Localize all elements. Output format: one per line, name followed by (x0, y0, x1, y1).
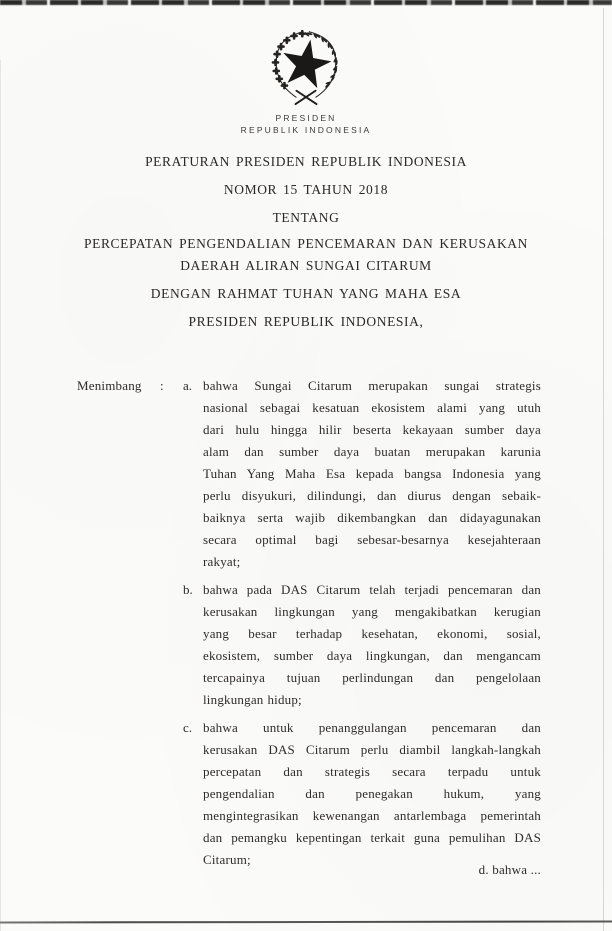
recital-letter: b. (183, 582, 193, 597)
tentang-label: TENTANG (272, 210, 340, 225)
recital-paragraph (203, 579, 541, 711)
letterhead-line1: PRESIDEN (275, 113, 337, 123)
recital-line: Citarum; (203, 852, 251, 867)
recital-line: percepatan dan strategis secara terpadu untuk (203, 764, 541, 779)
recital-line: baiknya serta wajib dikembangkan dan didayagunakan (203, 510, 541, 525)
issuing-authority-line: PRESIDEN REPUBLIK INDONESIA, (188, 314, 424, 329)
subject-line-1: PERCEPATAN PENGENDALIAN PENCEMARAN DAN KERUSAKAN (84, 236, 528, 251)
recital-letter: a. (183, 378, 193, 393)
recital-line: yang besar terhadap kesehatan, ekonomi, sosial, (203, 626, 541, 641)
regulation-number: NOMOR 15 TAHUN 2018 (223, 182, 389, 197)
scan-artifact-bottom-line (0, 920, 612, 923)
recital-line: rakyat; (203, 554, 241, 569)
recital-line: secara optimal bagi sebesar-besarnya kesejahteraan (203, 532, 541, 547)
title-block (0, 154, 612, 330)
regulation-title: PERATURAN PRESIDEN REPUBLIK INDONESIA (145, 154, 467, 169)
recital-item (183, 579, 541, 711)
subject-line-2: DAERAH ALIRAN SUNGAI CITARUM (180, 258, 432, 273)
recital-line: dari hulu hingga hilir beserta kekayaan sumber daya (203, 422, 541, 437)
scan-artifact-left-edge (0, 60, 1, 931)
recital-letter: c. (183, 720, 193, 735)
recital-line: dan pemangku kepentingan terkait guna pemulihan DAS (203, 830, 541, 845)
recital-item (183, 375, 541, 573)
recital-line: bahwa untuk penanggulangan pencemaran dan (203, 720, 541, 735)
recital-line: pengendalian dan penegakan hukum, yang (203, 786, 541, 801)
recital-line: alam dan sumber daya buatan merupakan karunia (203, 444, 541, 459)
recital-line: lingkungan hidup; (203, 692, 302, 707)
recital-paragraph (203, 375, 541, 573)
invocation-line: DENGAN RAHMAT TUHAN YANG MAHA ESA (150, 286, 462, 301)
scan-artifact-right-edge (603, 8, 604, 931)
recital-line: mengintegrasikan kewenangan antarlembaga pemerintah (203, 808, 541, 823)
scan-artifact-top-band (0, 0, 612, 5)
recital-paragraph (203, 717, 541, 871)
recitals-label: Menimbang (77, 378, 142, 393)
letterhead-line2: REPUBLIK INDONESIA (240, 125, 372, 135)
recital-line: ekosistem, sumber daya lingkungan, dan mengancam (203, 648, 541, 663)
recital-item (183, 717, 541, 871)
recital-line: bahwa Sungai Citarum merupakan sungai strategis (203, 378, 541, 393)
recitals-colon: : (160, 378, 164, 393)
presidential-seal-icon (258, 24, 354, 106)
recitals-items (183, 375, 541, 871)
recital-line: kerusakan lingkungan yang mengakibatkan kerugian (203, 604, 541, 619)
recital-line: bahwa pada DAS Citarum telah terjadi pencemaran dan (203, 582, 541, 597)
recital-line: nasional sebagai kesatuan ekosistem alami yang utuh (203, 400, 541, 415)
recital-line: tercapainya tujuan perlindungan dan pengelolaan (203, 670, 541, 685)
recital-line: perlu disyukuri, dilindungi, dan diurus dengan sebaik- (203, 488, 541, 503)
recital-line: Tuhan Yang Maha Esa kepada bangsa Indonesia yang (203, 466, 541, 481)
catchword: d. bahwa ... (478, 862, 541, 877)
letterhead (0, 112, 612, 136)
recitals-section (0, 375, 612, 871)
recital-line: kerusakan DAS Citarum perlu diambil langkah-langkah (203, 742, 541, 757)
